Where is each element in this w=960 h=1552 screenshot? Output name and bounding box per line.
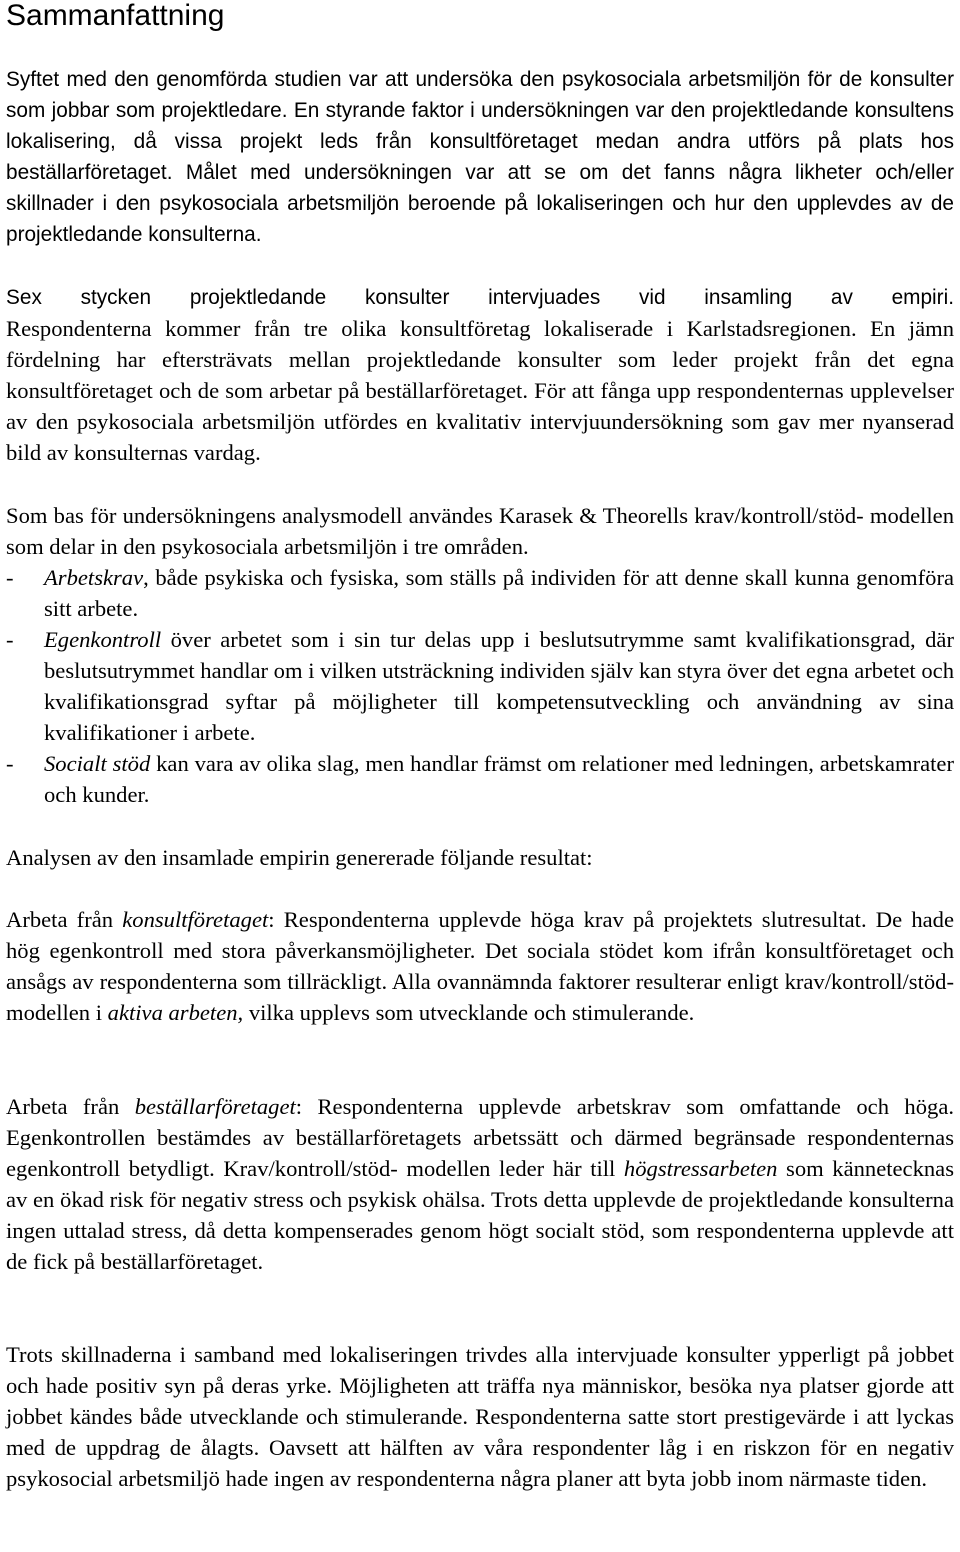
text-run: : Respondenterna upplevde höga krav på projektets slutresultat. De hade hög egenkontroll med stora påverkansmöjligheter. Det sociala stödet kom ifrån konsultföretaget och ansågs av respondenterna som tillräckligt. Alla ovannämnda faktorer resulterar enligt krav/kontroll/stöd- modellen i <box>6 907 954 1025</box>
list-item-text: över arbetet som i sin tur delas upp i beslutsutrymme samt kvalifikationsgrad, där beslutsutrymmet handlar om i vilken utsträckning individen själv kan styra över det egna arbetet och kvalifikationsgrad syftar på möjligheter till kompetensutveckling och användning av sina kvalifikationer i arbete. <box>44 627 954 745</box>
paragraph-analysis-intro-text: Analysen av den insamlade empirin genererade följande resultat: <box>6 845 593 870</box>
paragraph-model-intro: Som bas för undersökningens analysmodell användes Karasek & Theorells krav/kontroll/stöd- modellen som delar in den psykosociala arbetsmiljön i tre områden. <box>6 503 954 559</box>
paragraph-result-konsultforetaget <box>6 904 954 1028</box>
term-konsultforetaget: konsultföretaget <box>122 907 269 932</box>
list-item-egenkontroll <box>6 624 954 748</box>
list-item-socialt-stod <box>6 748 954 810</box>
text-run: : Respondenterna upplevde arbetskrav som omfattande och höga. Egenkontrollen bestämdes av beställarföretagets arbetssätt och därmed begränsade respondenternas egenkontroll betydligt. Krav/kontroll/stöd- modellen leder här till <box>6 1094 955 1181</box>
list-dash: - <box>6 751 14 776</box>
text-run: som kännetecknas av en ökad risk för negativ stress och psykisk ohälsa. Trots detta upplevde de projektledande konsulterna ingen uttalad stress, då detta kompenserades genom högt socialt stöd, som respondenterna upplevde att de fick på beställarföretaget. <box>6 1156 954 1274</box>
paragraph-purpose <box>6 64 954 250</box>
paragraph-conclusion-text: Trots skillnaderna i samband med lokaliseringen trivdes alla intervjuade konsulter ypperligt på jobbet och hade positiv syn på deras yrke. Möjligheten att träffa nya människor, besöka nya platser gjorde att jobbet kändes både utvecklande och stimulerande. Respondenterna satte stort prestigevärde i att lyckas med de uppdrag de ålagts. Oavsett att hälften av våra respondenter låg i en riskzon för en negativ psykosocial arbetsmiljö hade ingen av respondenterna några planer att byta jobb inom närmaste tiden. <box>6 1342 954 1491</box>
list-dash: - <box>6 565 14 590</box>
list-item-arbetskrav <box>6 562 954 624</box>
list-item-text: , både psykiska och fysiska, som ställs på individen för att denne skall kunna genomföra sitt arbete. <box>44 565 954 621</box>
paragraph-result-konsultforetaget-text <box>6 904 954 1028</box>
term-arbetskrav: Arbetskrav <box>44 565 144 590</box>
page-title: Sammanfattning <box>6 0 225 32</box>
term-hogstressarbeten: högstressarbeten <box>623 1156 778 1181</box>
text-run: Arbeta från <box>6 1094 135 1119</box>
list-item-text: kan vara av olika slag, men handlar främst om relationer med ledningen, arbetskamrater och kunder. <box>44 751 954 807</box>
term-egenkontroll: Egenkontroll <box>44 627 162 652</box>
paragraph-analysis-intro <box>6 842 954 873</box>
paragraph-purpose-text: Syftet med den genomförda studien var att undersöka den psykosociala arbetsmiljön för de konsulter som jobbar som projektledare. En styrande faktor i undersökningen var den projektledande konsultens lokalisering, då vissa projekt leds från konsultföretaget medan andra utförs på plats hos beställarföretaget. Målet med undersökningen var att se om det fanns några likheter och/eller skillnader i den psykosociala arbetsmiljön beroende på lokaliseringen och hur den upplevdes av de projektledande konsulterna. <box>6 68 954 246</box>
paragraph-method <box>6 282 954 468</box>
paragraph-method-line1: Sex stycken projektledande konsulter intervjuades vid insamling av empiri. <box>6 286 954 309</box>
term-bestallarforetaget: beställarföretaget <box>134 1094 296 1119</box>
text-run: Arbeta från <box>6 907 123 932</box>
paragraph-conclusion <box>6 1339 954 1494</box>
paragraph-method-text: Respondenterna kommer från tre olika konsultföretag lokaliserade i Karlstadsregionen. En jämn fördelning har eftersträvats mellan projektledande konsulter som leder projekt från det egna konsultföretaget och de som arbetar på beställarföretaget. För att fånga upp respondenternas upplevelser av den psykosociala arbetsmiljön utfördes en kvalitativ intervjuundersökning som gav mer nyanserad bild av konsulternas vardag. <box>6 316 954 465</box>
paragraph-result-bestallarforetaget-text <box>6 1091 954 1277</box>
paragraph-model <box>6 500 954 810</box>
term-socialt-stod: Socialt stöd <box>44 751 151 776</box>
term-aktiva-arbeten: aktiva arbeten, <box>107 1000 244 1025</box>
list-dash: - <box>6 627 14 652</box>
paragraph-result-bestallarforetaget <box>6 1091 954 1277</box>
text-run: vilka upplevs som utvecklande och stimulerande. <box>243 1000 695 1025</box>
